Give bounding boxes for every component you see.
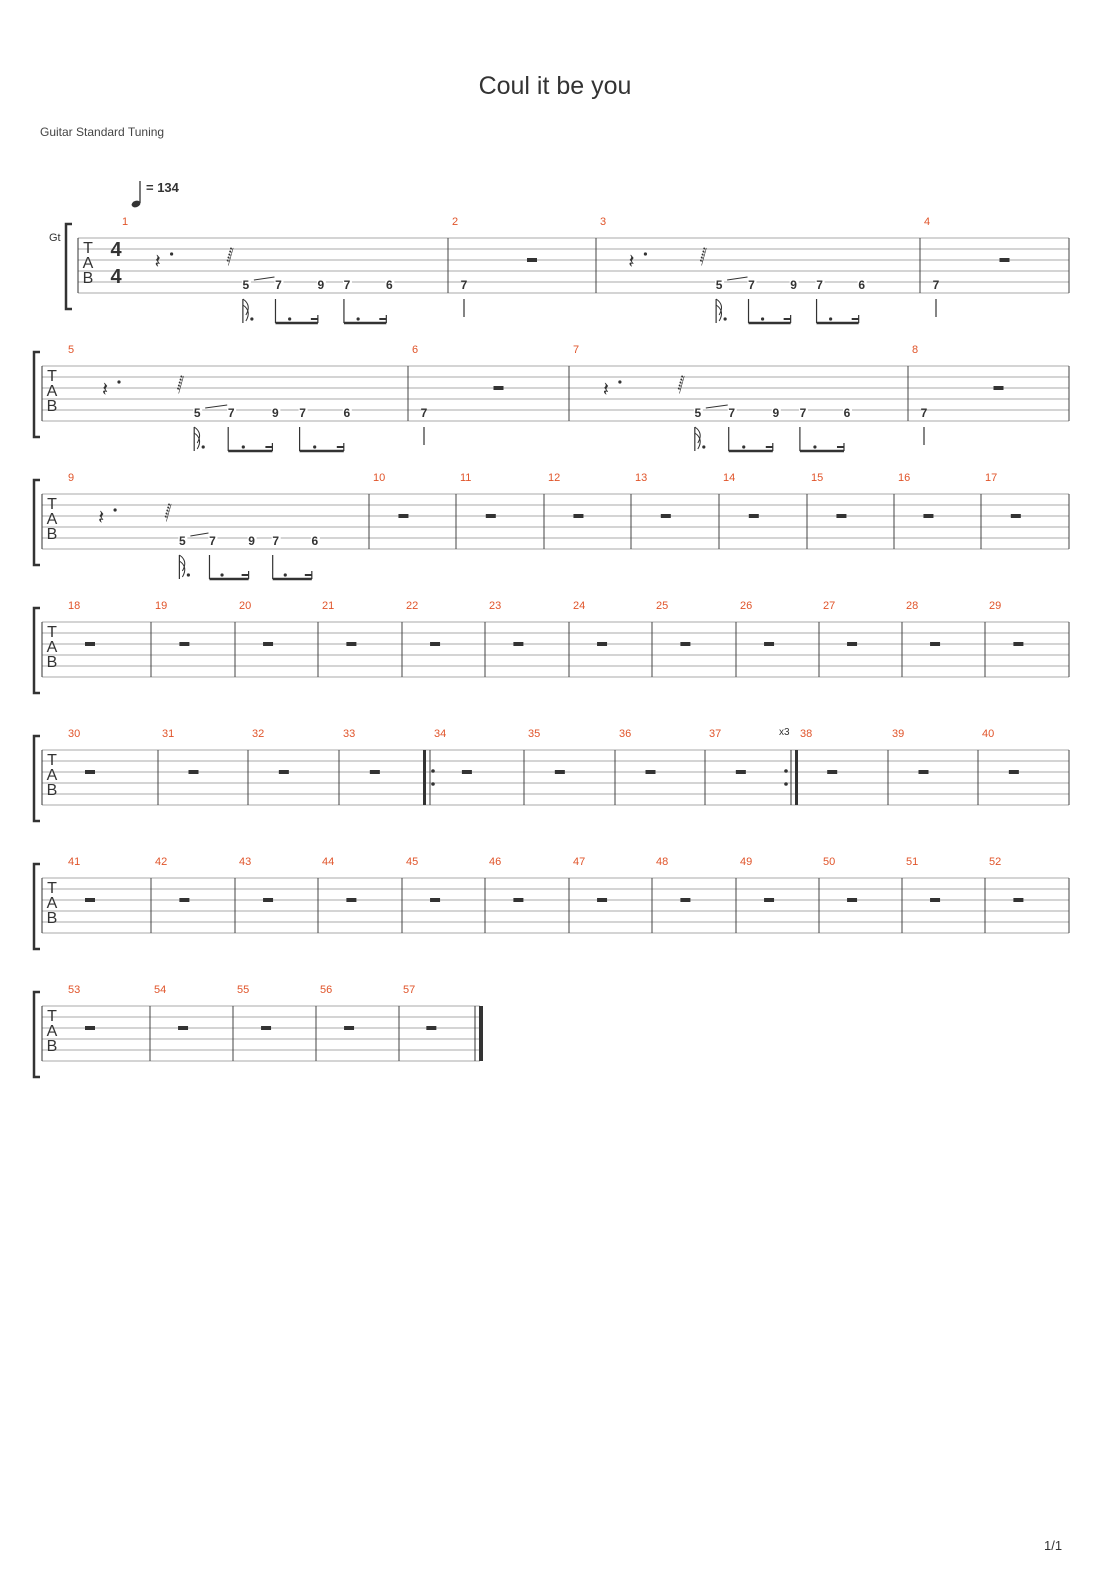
note-dot	[702, 445, 705, 448]
measure-number: 4	[924, 216, 931, 228]
tab-clef-letter: A	[46, 895, 58, 912]
half-rest-icon	[764, 898, 774, 902]
repeat-start-thick-bar	[423, 750, 426, 805]
fret-number: 7	[299, 406, 306, 420]
half-rest-icon	[430, 898, 440, 902]
measure-number: 43	[239, 856, 252, 868]
note-dot	[313, 445, 316, 448]
measure-number: 29	[989, 600, 1002, 612]
measure-number: 40	[982, 728, 995, 740]
half-rest-icon	[462, 770, 472, 774]
fret-number: 7	[460, 278, 468, 292]
measure-number: 2	[452, 216, 459, 228]
measure-number: 42	[155, 856, 168, 868]
measure-number: 32	[252, 728, 265, 740]
measure-number: 5	[68, 344, 75, 356]
tab-clef-letter: T	[47, 368, 57, 385]
system-bracket	[34, 608, 40, 693]
fret-number: 7	[799, 406, 807, 420]
measure-number: 33	[343, 728, 356, 740]
thirtysecond-rest-icon: 𝅂	[677, 375, 685, 394]
measure-number: 22	[406, 600, 419, 612]
half-rest-icon	[923, 514, 933, 518]
measure-number: 12	[548, 472, 561, 484]
half-rest-icon	[494, 386, 504, 390]
fret-number: 7	[932, 278, 940, 292]
half-rest-icon	[513, 642, 523, 646]
measure-number: 27	[823, 600, 836, 612]
thirtysecond-rest-icon: 𝅂	[699, 247, 707, 266]
note-flag	[695, 427, 700, 449]
measure-number: 46	[489, 856, 502, 868]
half-rest-icon	[189, 770, 199, 774]
half-rest-icon	[344, 1026, 354, 1030]
repeat-count: x3	[779, 727, 790, 738]
thirtysecond-rest-icon: 𝅂	[164, 503, 172, 522]
fret-number: 5	[242, 278, 250, 292]
fret-number: 7	[343, 278, 351, 292]
tab-clef-letter: A	[46, 1023, 58, 1040]
fret-number: 9	[317, 278, 325, 292]
fret-number: 9	[772, 406, 780, 420]
score-title: Coul it be you	[478, 72, 632, 100]
fret-number: 7	[272, 534, 280, 548]
tab-clef-letter: B	[82, 270, 94, 287]
measure-number: 52	[989, 856, 1002, 868]
measure-number: 15	[811, 472, 824, 484]
note-dot	[220, 573, 223, 576]
measure-number: 54	[154, 984, 167, 996]
half-rest-icon	[261, 1026, 271, 1030]
half-rest-icon	[85, 1026, 95, 1030]
measure-number: 56	[320, 984, 333, 996]
measure-number: 37	[709, 728, 722, 740]
repeat-dot	[431, 782, 435, 786]
fret-number: 5	[715, 278, 723, 292]
tab-clef-letter: A	[46, 639, 58, 656]
half-rest-icon	[178, 1026, 188, 1030]
tab-clef-letter: T	[83, 240, 93, 257]
measure-number: 24	[573, 600, 586, 612]
slide-line	[254, 277, 275, 280]
measure-number: 39	[892, 728, 905, 740]
tab-clef-letter: B	[46, 654, 58, 671]
quarter-rest-icon: 𝄽	[602, 377, 610, 401]
fret-number: 7	[816, 278, 823, 292]
repeat-dot	[431, 769, 435, 773]
half-rest-icon	[661, 514, 671, 518]
half-rest-icon	[85, 770, 95, 774]
half-rest-icon	[1013, 642, 1023, 646]
half-rest-icon	[398, 514, 408, 518]
tab-clef-letter: A	[82, 255, 94, 272]
measure-number: 48	[656, 856, 669, 868]
measure-number: 13	[635, 472, 648, 484]
measure-number: 34	[434, 728, 447, 740]
fret-number: 7	[227, 406, 235, 420]
system-bracket	[66, 224, 72, 309]
fret-number: 6	[843, 406, 851, 420]
fret-number: 9	[272, 406, 279, 420]
tab-clef-letter: A	[46, 511, 58, 528]
tab-clef-letter: T	[47, 752, 57, 769]
half-rest-icon	[919, 770, 929, 774]
time-sig-bottom: 4	[110, 266, 122, 288]
tempo-marking: = 134	[146, 180, 179, 195]
measure-number: 21	[322, 600, 335, 612]
measure-number: 49	[740, 856, 753, 868]
tab-clef-letter: A	[46, 767, 58, 784]
half-rest-icon	[847, 642, 857, 646]
measure-number: 50	[823, 856, 836, 868]
measure-number: 8	[912, 344, 919, 356]
half-rest-icon	[179, 642, 189, 646]
measure-number: 3	[600, 216, 607, 228]
rest-dot	[114, 508, 117, 511]
half-rest-icon	[597, 642, 607, 646]
quarter-rest-icon: 𝄽	[98, 505, 105, 529]
half-rest-icon	[85, 898, 95, 902]
note-flag	[194, 427, 199, 449]
measure-number: 47	[573, 856, 586, 868]
measure-number: 26	[740, 600, 753, 612]
tab-clef-letter: A	[46, 383, 58, 400]
slide-line	[190, 533, 208, 536]
measure-number: 36	[619, 728, 632, 740]
half-rest-icon	[430, 642, 440, 646]
quarter-rest-icon: 𝄽	[628, 249, 635, 273]
tab-clef-letter: T	[47, 496, 57, 513]
measure-number: 1	[122, 216, 129, 228]
fret-number: 7	[728, 406, 736, 420]
half-rest-icon	[1011, 514, 1021, 518]
system-bracket	[34, 864, 40, 949]
system-bracket	[34, 992, 40, 1077]
half-rest-icon	[486, 514, 496, 518]
half-rest-icon	[930, 898, 940, 902]
tab-clef-letter: B	[46, 526, 58, 543]
note-dot	[724, 317, 727, 320]
measure-number: 45	[406, 856, 419, 868]
fret-number: 5	[694, 406, 702, 420]
rest-dot	[618, 380, 621, 383]
tab-clef-letter: T	[47, 624, 57, 641]
half-rest-icon	[994, 386, 1004, 390]
measure-number: 16	[898, 472, 911, 484]
measure-number: 53	[68, 984, 81, 996]
measure-number: 19	[155, 600, 168, 612]
track-label: Gt	[49, 232, 61, 244]
half-rest-icon	[736, 770, 746, 774]
half-rest-icon	[847, 898, 857, 902]
fret-number: 6	[311, 534, 319, 548]
quarter-rest-icon: 𝄽	[154, 249, 161, 273]
fret-number: 6	[385, 278, 393, 292]
tab-clef-letter: B	[46, 782, 58, 799]
measure-number: 44	[322, 856, 335, 868]
note-dot	[187, 573, 190, 576]
measure-number: 41	[68, 856, 81, 868]
measure-number: 18	[68, 600, 81, 612]
note-dot	[284, 573, 287, 576]
tab-clef-letter: B	[46, 398, 58, 415]
fret-number: 7	[275, 278, 282, 292]
half-rest-icon	[279, 770, 289, 774]
half-rest-icon	[263, 898, 273, 902]
rest-dot	[644, 252, 647, 255]
note-dot	[242, 445, 245, 448]
rest-dot	[170, 252, 173, 255]
measure-number: 7	[573, 344, 580, 356]
page-number: 1/1	[1044, 1538, 1063, 1553]
fret-number: 7	[920, 406, 928, 420]
half-rest-icon	[749, 514, 759, 518]
half-rest-icon	[597, 898, 607, 902]
measure-number: 11	[460, 472, 472, 484]
half-rest-icon	[764, 642, 774, 646]
system-bracket	[34, 736, 40, 821]
measure-number: 30	[68, 728, 81, 740]
note-dot	[288, 317, 291, 320]
fret-number: 6	[858, 278, 866, 292]
half-rest-icon	[1000, 258, 1010, 262]
note-flag	[179, 555, 184, 577]
note-dot	[761, 317, 764, 320]
measure-number: 17	[985, 472, 998, 484]
slide-line	[727, 277, 747, 280]
fret-number: 9	[248, 534, 255, 548]
fret-number: 5	[179, 534, 186, 548]
half-rest-icon	[85, 642, 95, 646]
half-rest-icon	[1009, 770, 1019, 774]
measure-number: 10	[373, 472, 386, 484]
note-dot	[742, 445, 745, 448]
half-rest-icon	[680, 642, 690, 646]
measure-number: 28	[906, 600, 919, 612]
half-rest-icon	[346, 898, 356, 902]
note-flag	[243, 299, 248, 321]
half-rest-icon	[680, 898, 690, 902]
half-rest-icon	[827, 770, 837, 774]
note-dot	[357, 317, 360, 320]
half-rest-icon	[346, 642, 356, 646]
measure-number: 38	[800, 728, 813, 740]
time-sig-top: 4	[110, 239, 122, 261]
measure-number: 55	[237, 984, 250, 996]
measure-number: 23	[489, 600, 502, 612]
thirtysecond-rest-icon: 𝅂	[226, 247, 234, 266]
measure-number: 51	[906, 856, 919, 868]
half-rest-icon	[573, 514, 583, 518]
fret-number: 7	[748, 278, 755, 292]
repeat-end-thick-bar	[795, 750, 798, 805]
measure-number: 35	[528, 728, 541, 740]
half-rest-icon	[555, 770, 565, 774]
note-dot	[829, 317, 832, 320]
system-bracket	[34, 352, 40, 437]
note-dot	[813, 445, 816, 448]
final-barline	[479, 1006, 483, 1061]
half-rest-icon	[426, 1026, 436, 1030]
slide-line	[706, 405, 728, 408]
fret-number: 9	[790, 278, 797, 292]
half-rest-icon	[263, 642, 273, 646]
note-flag	[716, 299, 721, 321]
tab-clef-letter: T	[47, 1008, 57, 1025]
measure-number: 20	[239, 600, 252, 612]
repeat-dot	[784, 782, 788, 786]
tab-clef-letter: B	[46, 910, 58, 927]
measure-number: 14	[723, 472, 736, 484]
thirtysecond-rest-icon: 𝅂	[176, 375, 184, 394]
half-rest-icon	[527, 258, 537, 262]
measure-number: 25	[656, 600, 669, 612]
measure-number: 9	[68, 472, 75, 484]
fret-number: 5	[193, 406, 201, 420]
half-rest-icon	[646, 770, 656, 774]
half-rest-icon	[179, 898, 189, 902]
system-bracket	[34, 480, 40, 565]
note-dot	[202, 445, 205, 448]
half-rest-icon	[370, 770, 380, 774]
measure-number: 31	[162, 728, 175, 740]
measure-number: 57	[403, 984, 416, 996]
fret-number: 7	[420, 406, 428, 420]
tab-clef-letter: T	[47, 880, 57, 897]
half-rest-icon	[836, 514, 846, 518]
half-rest-icon	[1013, 898, 1023, 902]
half-rest-icon	[930, 642, 940, 646]
tuning-label: Guitar Standard Tuning	[40, 125, 165, 139]
measure-number: 6	[412, 344, 419, 356]
fret-number: 6	[343, 406, 351, 420]
quarter-rest-icon: 𝄽	[102, 377, 109, 401]
rest-dot	[117, 380, 120, 383]
slide-line	[205, 405, 227, 408]
tab-clef-letter: B	[46, 1038, 58, 1055]
half-rest-icon	[513, 898, 523, 902]
repeat-dot	[784, 769, 788, 773]
fret-number: 7	[209, 534, 216, 548]
note-dot	[250, 317, 253, 320]
